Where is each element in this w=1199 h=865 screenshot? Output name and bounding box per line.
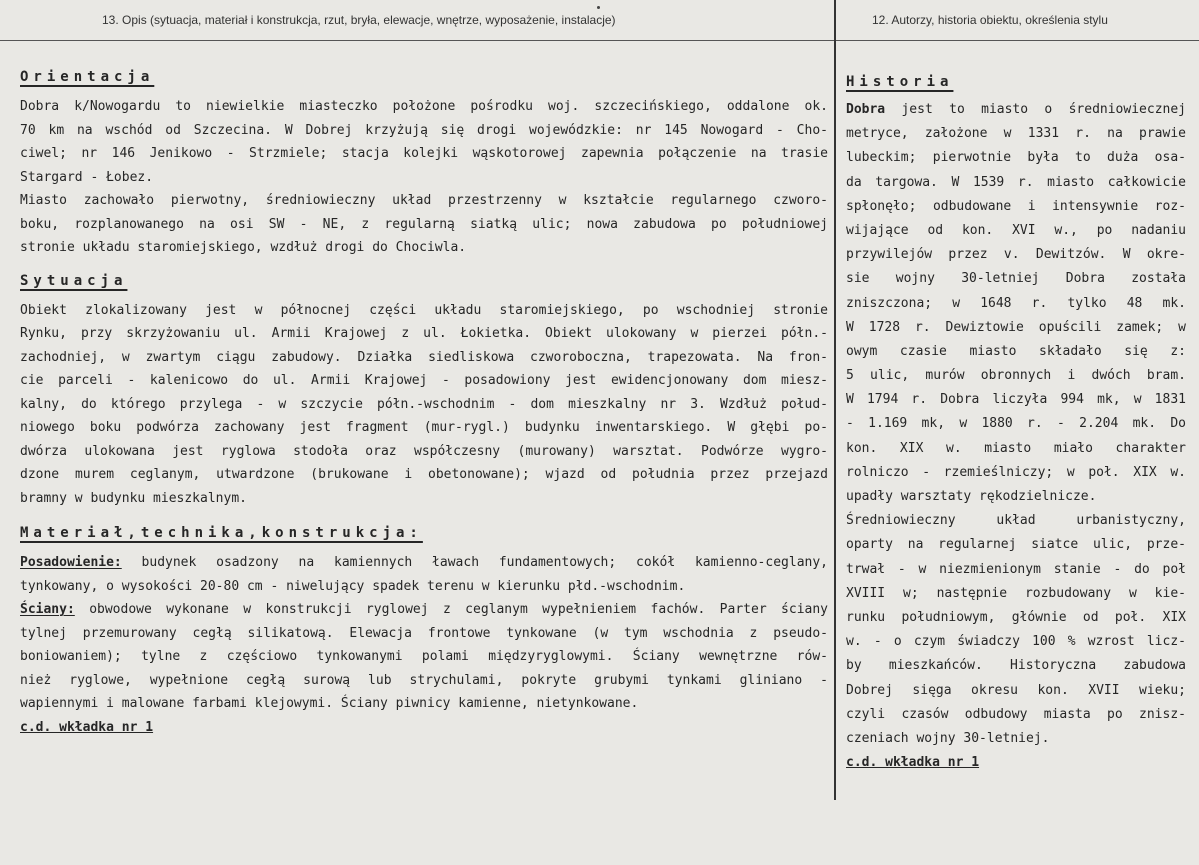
historia-first-bold: Dobra bbox=[846, 102, 886, 117]
historia-line: sie wojny 30-letniej Dobra została bbox=[846, 271, 1186, 287]
orientacja-line: Dobra k/Nowogardu to niewielkie miasteczko położone pośrodku woj. szczecińskiego, oddalone ok. bbox=[20, 99, 828, 114]
sytuacja-line: niowego boku podwórza zachowany jest fragment (mur-rygl.) budynku inwentarskiego. W głębi po- bbox=[20, 420, 828, 435]
historia-continuation-note: c.d. wkładka nr 1 bbox=[846, 755, 980, 771]
historia-heading: Historia bbox=[846, 74, 954, 90]
posadowienie-line bbox=[20, 551, 828, 575]
sciany-line: boniowaniem); tylne z częściowo tynkowanymi polami międzyryglowymi. Ściany wewnętrzne rów- bbox=[20, 649, 828, 664]
posadowienie-line: tynkowany, o wysokości 20-80 cm - niwelujący spadek terenu w kierunku płd.-wschodnim. bbox=[20, 578, 686, 594]
orientacja-line: stronie układu staromiejskiego, wzdłuż drogi do Chociwla. bbox=[20, 240, 467, 255]
historia-line: w. - o czym świadczy 100 % wzrost licz- bbox=[846, 634, 1186, 650]
section-12-header: 12. Autorzy, historia obiektu, określenia stylu bbox=[872, 13, 1108, 27]
sciany-label: Ściany: bbox=[20, 602, 75, 617]
historia-line: W 1794 r. Dobra liczyła 994 mk, w 1831 bbox=[846, 392, 1186, 408]
description-column bbox=[20, 65, 828, 740]
historia-line: upadły warsztaty rękodzielnicze. bbox=[846, 489, 1097, 504]
historia-line: W 1728 r. Dewiztowie opuścili zamek; w bbox=[846, 319, 1186, 335]
sytuacja-line: kalny, do którego przylega - w szczycie półn.-wschodnim - dom mieszkalny nr 3. Wzdłuż połud- bbox=[20, 396, 828, 412]
historia-line bbox=[846, 98, 1186, 122]
sciany-line: nież ryglowe, wypełnione cegłą surową lub strychulami, pokryte grubymi tynkami gliniano - bbox=[20, 672, 828, 688]
orientacja-line: Stargard - Łobez. bbox=[20, 169, 154, 185]
posadowienie-label: Posadowienie: bbox=[20, 555, 122, 570]
sytuacja-line: dzone murem ceglanym, utwardzone (brukowane i obetonowane); wjazd od południa przez przejazd bbox=[20, 467, 828, 482]
column-divider bbox=[834, 0, 836, 800]
historia-line: zniszczona; w 1648 r. tylko 48 mk. bbox=[846, 295, 1186, 311]
orientacja-line: ciwel; nr 146 Jenikowo - Strzmiele; stacja kolejki wąskotorowej zapewnia połączenie na trasie bbox=[20, 146, 828, 161]
sciany-text: obwodowe wykonane w konstrukcji ryglowej z ceglanym wypełnieniem fachów. Parter ściany bbox=[74, 602, 828, 617]
historia-line: oparty na regularnej siatce ulic, prze- bbox=[846, 537, 1186, 553]
continuation-note: c.d. wkładka nr 1 bbox=[20, 719, 154, 735]
historia-line: da targowa. W 1539 r. miasto całkowicie bbox=[846, 174, 1186, 190]
historia-line: trwał - w niezmienionym stanie - do poł bbox=[846, 561, 1186, 577]
sciany-line: tylnej przemurowany cegłą silikatową. Elewacja frontowe tynkowane (w tym wschodnia z pseudo- bbox=[20, 625, 828, 641]
orientacja-heading: Orientacja bbox=[20, 69, 155, 85]
sytuacja-line: Rynku, przy skrzyżowaniu ul. Armii Krajowej z ul. Łokietka. Obiekt ulokowany w pierzei półn.- bbox=[20, 326, 828, 341]
historia-line: czyli czasów odbudowy miasta po znisz- bbox=[846, 706, 1186, 722]
header-divider bbox=[0, 40, 1199, 41]
material-heading: Materiał,technika,konstrukcja: bbox=[20, 525, 423, 541]
sytuacja-line: cie parceli - kalenicowo do ul. Armii Krajowej - posadowiony jest ewidencjonowany dom miesz- bbox=[20, 373, 828, 388]
historia-line: przywilejów przez v. Dewitzów. W okre- bbox=[846, 247, 1186, 263]
historia-line: 5 ulic, murów obronnych i dwóch bram. bbox=[846, 368, 1186, 384]
historia-line: Dobrej sięga okresu kon. XVII wieku; bbox=[846, 682, 1186, 698]
historia-line: Średniowieczny układ urbanistyczny, bbox=[846, 513, 1186, 529]
historia-line: - 1.169 mk, w 1880 r. - 2.204 mk. Do bbox=[846, 416, 1186, 432]
sytuacja-line: dwórza ulokowana jest ryglowa stodoła oraz współczesny (murowany) warsztat. Podwórze wygro- bbox=[20, 443, 828, 459]
historia-line: XVIII w; następnie rozbudowany w kie- bbox=[846, 585, 1186, 601]
orientacja-line: boku, rozplanowanego na osi SW - NE, z regularną siatką ulic; nowa zabudowa po południowej bbox=[20, 216, 828, 232]
sytuacja-heading: Sytuacja bbox=[20, 272, 128, 289]
posadowienie-text: budynek osadzony na kamiennych ławach fundamentowych; cokół kamienno-ceglany, bbox=[121, 555, 828, 570]
historia-line: by mieszkańców. Historyczna zabudowa bbox=[846, 658, 1186, 674]
sytuacja-line: zachodniej, w zwartym ciągu zabudowy. Działka siedliskowa czworoboczna, trapezowata. Na fron- bbox=[20, 349, 828, 365]
history-column bbox=[846, 70, 1186, 775]
orientacja-line: Miasto zachowało pierwotny, średniowieczny układ przestrzenny w kształcie regularnego czworo- bbox=[20, 193, 828, 208]
historia-line: metryce, założone w 1331 r. na prawie bbox=[846, 126, 1186, 142]
sciany-line: wapiennymi i malowane farbami klejowymi. Ściany piwnicy kamienne, nietynkowane. bbox=[20, 696, 639, 711]
historia-line: wijające od kon. XVI w., po nadaniu bbox=[846, 222, 1186, 238]
historia-line: runku południowym, głównie od poł. XIX bbox=[846, 609, 1186, 625]
scan-speck bbox=[597, 6, 600, 9]
sytuacja-line: Obiekt zlokalizowany jest w północnej części układu staromiejskiego, po wschodniej stronie bbox=[20, 302, 828, 318]
historia-line: czeniach wojny 30-letniej. bbox=[846, 730, 1050, 746]
historia-line: rolniczo - rzemieślniczy; w poł. XIX w. bbox=[846, 464, 1186, 480]
sciany-line bbox=[20, 598, 828, 622]
sytuacja-line: bramny w budynku mieszkalnym. bbox=[20, 490, 247, 506]
orientacja-line: 70 km na wschód od Szczecina. W Dobrej krzyżują się drogi wojewódzkie: nr 145 Nowogard - Cho- bbox=[20, 122, 828, 138]
historia-line: spłonęło; odbudowane i intensywnie roz- bbox=[846, 198, 1186, 214]
historia-line: lubeckim; pierwotnie była to duża osa- bbox=[846, 150, 1186, 166]
historia-line: kon. XIX w. miasto miało charakter bbox=[846, 440, 1186, 456]
historia-first-rest: jest to miasto o średniowiecznej bbox=[885, 102, 1186, 117]
section-13-header: 13. Opis (sytuacja, materiał i konstrukcja, rzut, bryła, elewacje, wnętrze, wyposażenie, instalacje) bbox=[102, 13, 616, 27]
historia-line: owym czasie miasto składało się z: bbox=[846, 343, 1186, 359]
